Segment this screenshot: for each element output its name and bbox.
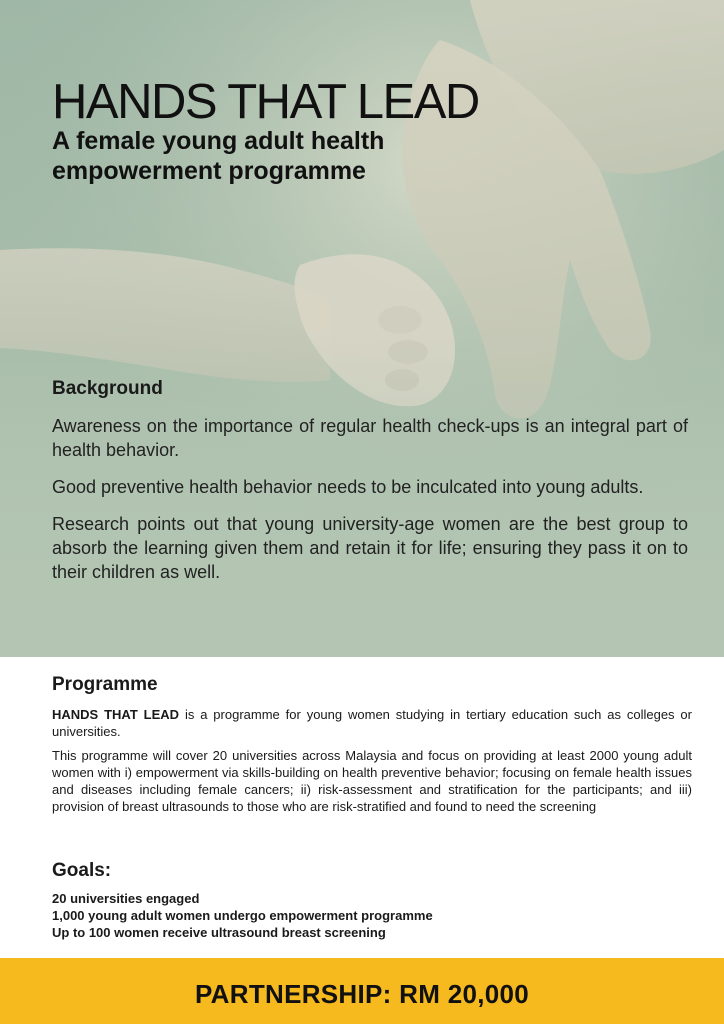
background-paragraph: Good preventive health behavior needs to be inculcated into young adults. — [52, 477, 644, 497]
background-heading: Background — [52, 378, 163, 399]
page-title: HANDS THAT LEAD — [52, 75, 479, 129]
programme-intro-text: is a programme for young women studying in tertiary education such as colleges or universities. — [52, 707, 692, 739]
programme-heading: Programme — [52, 674, 158, 695]
goal-item: 1,000 young adult women undergo empowerment programme — [52, 908, 433, 923]
goals-list — [52, 890, 692, 941]
partnership-banner — [0, 958, 724, 1024]
programme-intro — [52, 706, 692, 740]
background-section — [52, 378, 688, 597]
goal-item: Up to 100 women receive ultrasound breast screening — [52, 925, 386, 940]
programme-detail: This programme will cover 20 universities across Malaysia and focus on providing at least 2000 young adult women with i) empowerment via skills-building on health preventive behavior; focusing on female health issues and diseases including female cancers; ii) risk-assessment and stratification for the participants; and iii) provision of breast ultrasounds to those who are risk-stratified and found to need the screening — [52, 748, 692, 814]
background-paragraph: Research points out that young university-age women are the best group to absorb the learning given them and retain it for life; ensuring they pass it on to their children as well. — [52, 514, 688, 582]
page-subtitle: A female young adult health empowerment programme — [52, 127, 385, 185]
background-paragraph: Awareness on the importance of regular health check-ups is an integral part of health behavior. — [52, 416, 688, 460]
programme-name: HANDS THAT LEAD — [52, 707, 180, 722]
goal-item: 20 universities engaged — [52, 891, 200, 906]
goals-section — [52, 860, 692, 941]
partnership-label: PARTNERSHIP: RM 20,000 — [194, 978, 530, 1009]
goals-heading: Goals: — [52, 860, 112, 881]
programme-section — [52, 674, 692, 822]
